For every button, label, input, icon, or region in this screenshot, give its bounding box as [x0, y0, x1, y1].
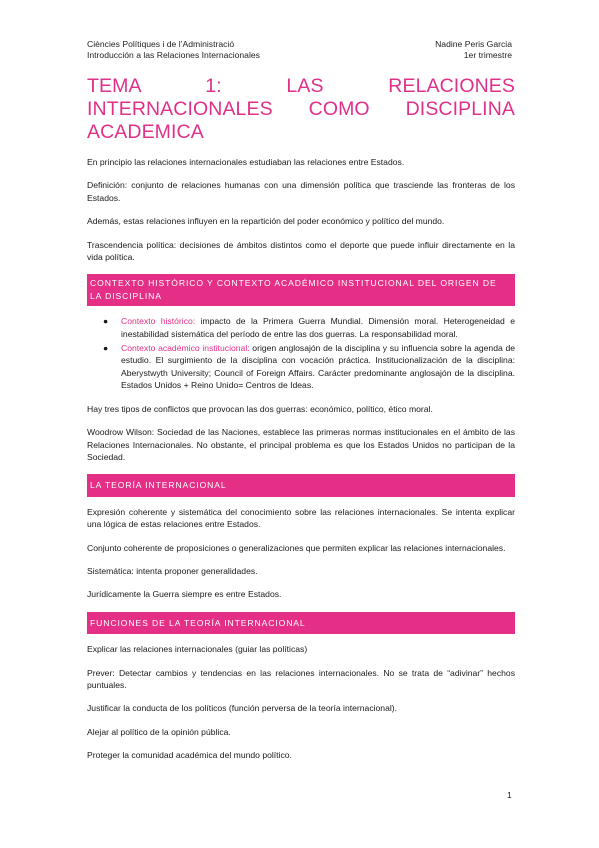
section-heading-contexto: CONTEXTO HISTÓRICO Y CONTEXTO ACADÉMICO INSTITUCIONAL DEL ORIGEN DE LA DISCIPLINA [87, 274, 515, 306]
header-term: 1er trimestre [463, 50, 512, 60]
funciones-paragraph: Proteger la comunidad académica del mundo político. [87, 750, 292, 761]
document-body [87, 75, 515, 773]
teoria-paragraph: Sistemática: intenta proponer generalidades. [87, 565, 258, 576]
list-item [103, 315, 515, 340]
teoria-paragraph: Jurídicamente la Guerra siempre es entre Estados. [87, 589, 282, 600]
contexto-bullet-list [87, 315, 515, 391]
page-number: 1 [507, 790, 512, 800]
header-author: Nadine Peris Garcia [435, 39, 512, 49]
header-course: Ciències Polítiques i de l’Administració [87, 39, 235, 49]
header-right [435, 39, 512, 61]
intro-paragraph: Además, estas relaciones influyen en la repartición del poder económico y político del mundo. [87, 216, 445, 227]
intro-paragraph: Definición: conjunto de relaciones humanas con una dimensión política que trasciende las fronteras de los Estados. [87, 180, 515, 203]
bullet-text: origen anglosajón de la disciplina y su influencia sobre la agenda de estudio. El surgimiento de la disciplina con vocación práctica. Institucionalización de la disciplina: Aberystwyth University; Council of Foreign Affairs. Carácter predominante anglosajón de la disciplina. Estados Unidos + Reino Unido= Centros de Ideas. [121, 343, 515, 391]
bullet-icon: ● [103, 316, 109, 327]
contexto-paragraph: Woodrow Wilson: Sociedad de las Naciones, establece las primeras normas institucionales en el ámbito de las Relaciones Internacionales. No obstante, el principal problema es que los Estados Unidos no participan de la Sociedad. [87, 427, 515, 462]
funciones-paragraph: Justificar la conducta de los políticos (función perversa de la teoría internacional). [87, 703, 398, 714]
funciones-paragraph: Explicar las relaciones internacionales (guiar las políticas) [87, 644, 308, 655]
intro-paragraph: Trascendencia política: decisiones de ámbitos distintos como el deporte que puede influir directamente en la vida política. [87, 239, 515, 263]
bullet-text: impacto de la Primera Guerra Mundial. Dimensión moral. Heterogeneidad e inestabilidad sistemática del período de entre las dos guerras. La responsabilidad moral. [121, 316, 515, 339]
bullet-icon: ● [103, 343, 109, 354]
section-heading-teoria: LA TEORÍA INTERNACIONAL [87, 474, 515, 496]
page-title: TEMA 1: LAS RELACIONES INTERNACIONALES COMO DISCIPLINA ACADEMICA [87, 75, 515, 143]
teoria-paragraph: Expresión coherente y sistemática del conocimiento sobre las relaciones internacionales. Se intenta explicar una lógica de estas relaciones entre Estados. [87, 506, 515, 530]
list-item [103, 342, 515, 392]
funciones-paragraph: Prever: Detectar cambios y tendencias en las relaciones internacionales. No se trata de “adivinar” hechos puntuales. [87, 667, 515, 690]
header-left [87, 39, 260, 61]
bullet-label: Contexto histórico: [121, 316, 196, 327]
bullet-label: Contexto académico institucional: [121, 343, 250, 354]
funciones-paragraph: Alejar al político de la opinión pública. [87, 726, 231, 737]
section-heading-funciones: FUNCIONES DE LA TEORÍA INTERNACIONAL [87, 612, 515, 634]
contexto-paragraph: Hay tres tipos de conflictos que provocan las dos guerras: económico, político, ético moral. [87, 403, 433, 414]
header-subject: Introducción a las Relaciones Internacionales [87, 50, 260, 60]
teoria-paragraph: Conjunto coherente de proposiciones o generalizaciones que permiten explicar las relaciones internacionales. [87, 542, 506, 553]
intro-paragraph: En principio las relaciones internacionales estudiaban las relaciones entre Estados. [87, 157, 405, 167]
